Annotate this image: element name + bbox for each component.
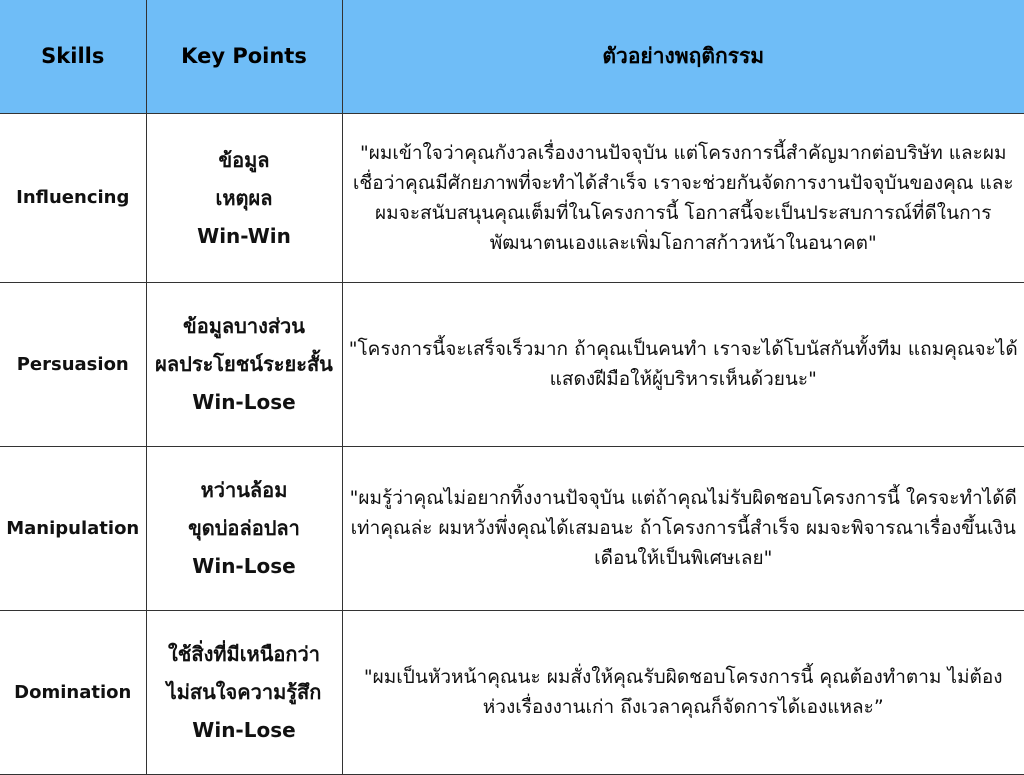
header-key-points: Key Points xyxy=(146,0,342,113)
key-point: ผลประโยชน์ระยะสั้น xyxy=(155,352,333,376)
key-points-cell xyxy=(146,446,342,610)
table-row-persuasion xyxy=(0,282,1024,446)
table-row-manipulation xyxy=(0,446,1024,610)
key-point: ข้อมูล xyxy=(218,147,270,172)
table-row-influencing xyxy=(0,113,1024,282)
example-cell: "ผมเป็นหัวหน้าคุณนะ ผมสั่งให้คุณรับผิดชอบโครงการนี้ คุณต้องทำตาม ไม่ต้องห่วงเรื่องงานเก่า ถึงเวลาคุณก็จัดการได้เองแหละ” xyxy=(342,610,1024,774)
header-example-behavior: ตัวอย่างพฤติกรรม xyxy=(342,0,1024,113)
skill-cell: Persuasion xyxy=(0,282,146,446)
skill-cell: Manipulation xyxy=(0,446,146,610)
key-point: Win-Lose xyxy=(192,718,296,742)
skill-cell: Domination xyxy=(0,610,146,774)
header-row xyxy=(0,0,1024,113)
example-cell: "โครงการนี้จะเสร็จเร็วมาก ถ้าคุณเป็นคนทำ เราจะได้โบนัสกันทั้งทีม แถมคุณจะได้แสดงฝีมือให้ผู้บริหารเห็นด้วยนะ" xyxy=(342,282,1024,446)
key-points-cell xyxy=(146,610,342,774)
key-point: ไม่สนใจความรู้สึก xyxy=(166,680,322,704)
table-row-domination xyxy=(0,610,1024,774)
key-point: หว่านล้อม xyxy=(200,478,288,502)
header-skills: Skills xyxy=(0,0,146,113)
key-point: ใช้สิ่งที่มีเหนือกว่า xyxy=(168,642,320,666)
key-point: Win-Lose xyxy=(192,554,296,578)
key-point: เหตุผล xyxy=(215,185,273,210)
example-cell: "ผมรู้ว่าคุณไม่อยากทิ้งงานปัจจุบัน แต่ถ้าคุณไม่รับผิดชอบโครงการนี้ ใครจะทำได้ดีเท่าคุณล่ะ ผมหวังพึ่งคุณได้เสมอนะ ถ้าโครงการนี้สำเร็จ ผมจะพิจารณาเรื่องขึ้นเงินเดือนให้เป็นพิเศษเลย" xyxy=(342,446,1024,610)
key-point: ขุดบ่อล่อปลา xyxy=(188,516,300,540)
skill-cell: Influencing xyxy=(0,113,146,282)
example-cell: "ผมเข้าใจว่าคุณกังวลเรื่องงานปัจจุบัน แต่โครงการนี้สำคัญมากต่อบริษัท และผมเชื่อว่าคุณมีศักยภาพที่จะทำได้สำเร็จ เราจะช่วยกันจัดการงานปัจจุบันของคุณ และผมจะสนับสนุนคุณเต็มที่ในโครงการนี้ โอกาสนี้จะเป็นประสบการณ์ที่ดีในการพัฒนาตนเองและเพิ่มโอกาสก้าวหน้าในอนาคต" xyxy=(342,113,1024,282)
key-points-cell xyxy=(146,282,342,446)
key-point: Win-Win xyxy=(197,223,291,248)
key-point: Win-Lose xyxy=(192,390,296,414)
key-point: ข้อมูลบางส่วน xyxy=(183,314,305,338)
key-points-cell xyxy=(146,113,342,282)
